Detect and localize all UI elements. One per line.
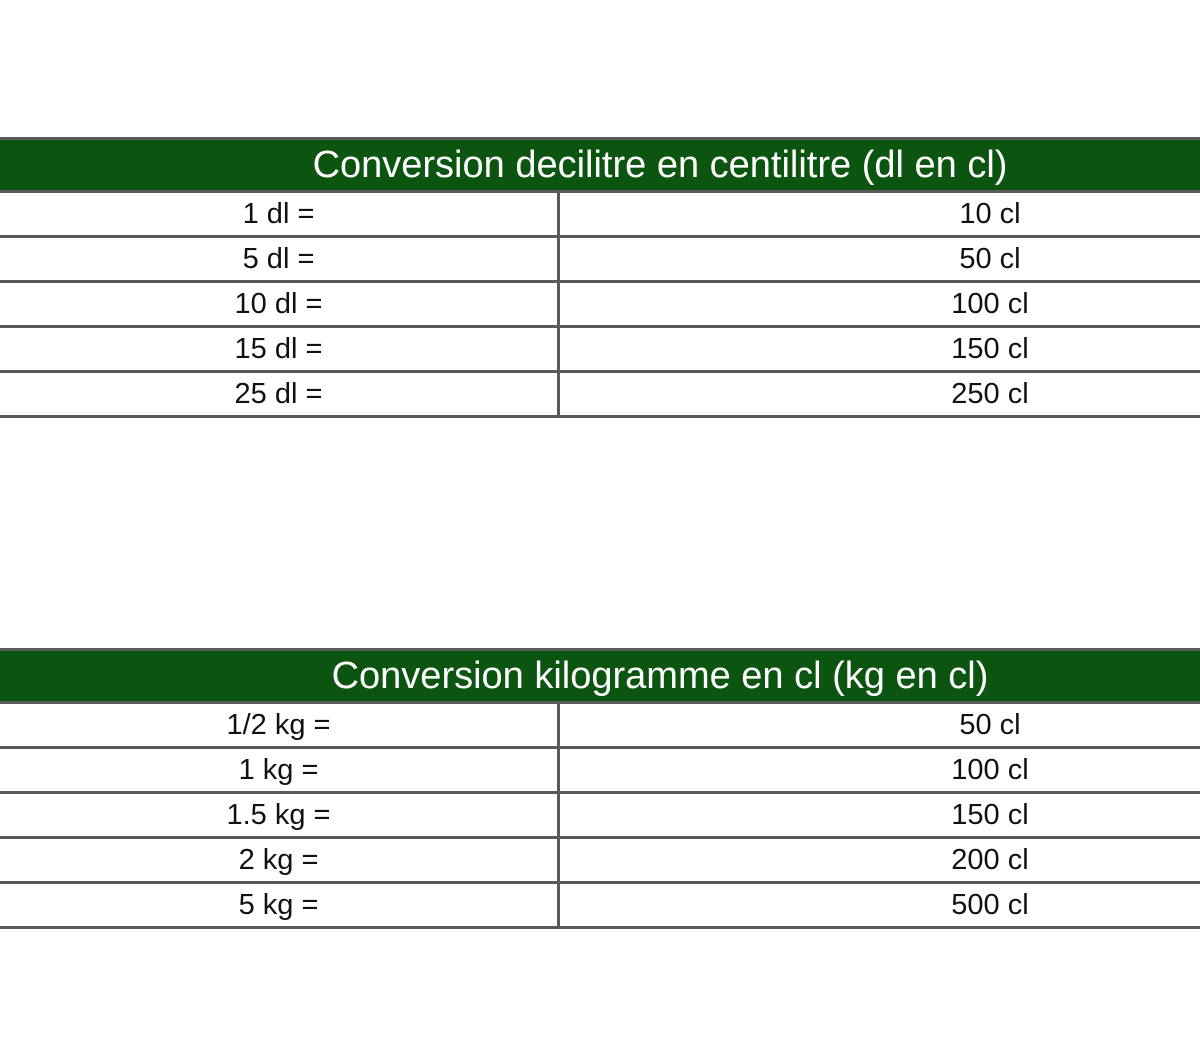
table-row [0, 794, 1200, 839]
table-row [0, 283, 1200, 328]
table-cell-from: 1/2 kg = [0, 704, 560, 746]
table-row [0, 328, 1200, 373]
table-cell-to: 150 cl [951, 333, 1029, 365]
table-row [0, 749, 1200, 794]
table-cell-from: 25 dl = [0, 373, 560, 415]
table-cell-from: 1.5 kg = [0, 794, 560, 836]
table-cell-from: 1 kg = [0, 749, 560, 791]
table-cell-to: 100 cl [951, 288, 1029, 320]
table-cell-to: 10 cl [959, 198, 1021, 230]
table-cell-from: 10 dl = [0, 283, 560, 325]
conversion-table-dl-to-cl [0, 137, 1200, 418]
table-title: Conversion kilogramme en cl (kg en cl) [0, 648, 1200, 704]
table-cell-from: 15 dl = [0, 328, 560, 370]
table-cell-to: 100 cl [951, 754, 1029, 786]
table-row [0, 884, 1200, 929]
table-row [0, 839, 1200, 884]
table-row [0, 704, 1200, 749]
table-cell-to: 50 cl [959, 243, 1021, 275]
table-row [0, 193, 1200, 238]
table-cell-from: 2 kg = [0, 839, 560, 881]
table-cell-to: 500 cl [951, 889, 1029, 921]
table-cell-to: 200 cl [951, 844, 1029, 876]
conversion-table-kg-to-cl [0, 648, 1200, 929]
table-cell-to: 150 cl [951, 799, 1029, 831]
table-row [0, 373, 1200, 418]
table-row [0, 238, 1200, 283]
table-cell-to: 50 cl [959, 709, 1021, 741]
table-cell-from: 5 kg = [0, 884, 560, 926]
table-title: Conversion decilitre en centilitre (dl en cl) [0, 137, 1200, 193]
table-cell-from: 1 dl = [0, 193, 560, 235]
table-cell-to: 250 cl [951, 378, 1029, 410]
table-cell-from: 5 dl = [0, 238, 560, 280]
